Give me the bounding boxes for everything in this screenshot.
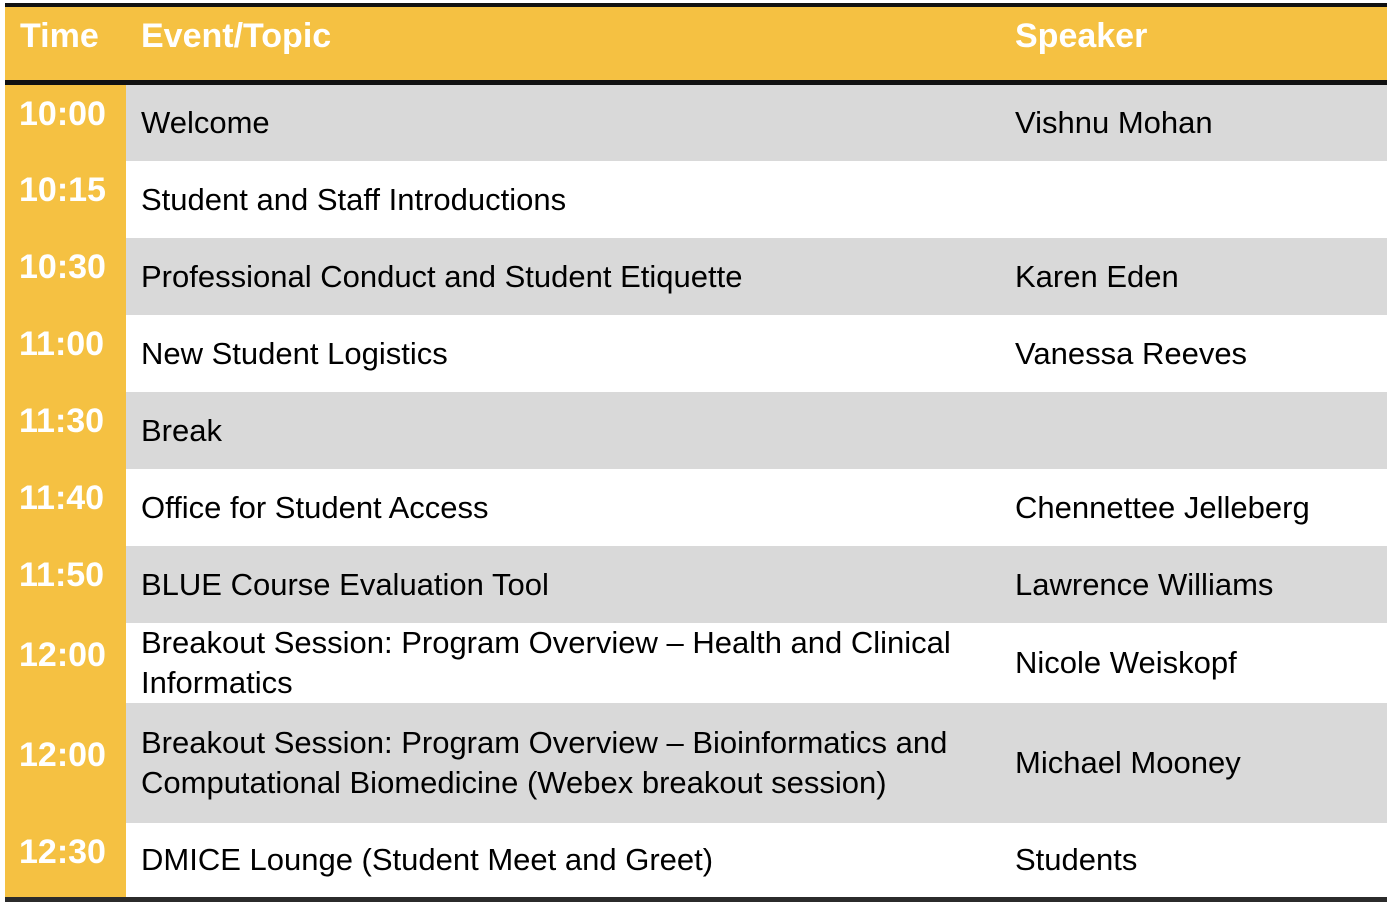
row-speaker <box>1000 161 1387 238</box>
table-row <box>5 161 1387 238</box>
row-topic: Break <box>126 392 1000 469</box>
row-speaker: Lawrence Williams <box>1000 546 1387 623</box>
row-time <box>5 315 126 392</box>
time-label: 10:15 <box>19 171 106 209</box>
row-topic: DMICE Lounge (Student Meet and Greet) <box>126 823 1000 897</box>
row-topic: Breakout Session: Program Overview – Bioinformatics and Computational Biomedicine (Webex breakout session) <box>126 703 1000 823</box>
table-row <box>5 823 1387 897</box>
time-label: 10:00 <box>19 95 106 133</box>
row-time <box>5 392 126 469</box>
time-label: 11:00 <box>19 325 105 363</box>
time-label: 11:30 <box>19 402 105 440</box>
row-time <box>5 161 126 238</box>
row-time <box>5 546 126 623</box>
row-topic: Student and Staff Introductions <box>126 161 1000 238</box>
table-row <box>5 469 1387 546</box>
table-row <box>5 546 1387 623</box>
time-label: 10:30 <box>19 248 106 286</box>
table-header <box>5 7 1387 85</box>
table-row <box>5 85 1387 161</box>
row-topic: BLUE Course Evaluation Tool <box>126 546 1000 623</box>
row-speaker: Vishnu Mohan <box>1000 85 1387 161</box>
header-time: Time <box>20 17 99 55</box>
time-label: 11:40 <box>19 479 105 517</box>
row-speaker: Karen Eden <box>1000 238 1387 315</box>
row-time <box>5 823 126 897</box>
row-speaker: Chennettee Jelleberg <box>1000 469 1387 546</box>
schedule-table <box>5 3 1387 902</box>
row-topic: Office for Student Access <box>126 469 1000 546</box>
header-speaker: Speaker <box>1015 17 1148 55</box>
time-label: 12:30 <box>19 833 106 871</box>
row-time <box>5 623 126 703</box>
row-time <box>5 469 126 546</box>
row-topic: Breakout Session: Program Overview – Health and Clinical Informatics <box>126 623 1000 703</box>
row-speaker: Vanessa Reeves <box>1000 315 1387 392</box>
time-label: 11:50 <box>19 556 105 594</box>
row-speaker: Michael Mooney <box>1000 703 1387 823</box>
row-speaker <box>1000 392 1387 469</box>
table-row <box>5 703 1387 823</box>
table-row <box>5 392 1387 469</box>
row-topic: Professional Conduct and Student Etiquette <box>126 238 1000 315</box>
time-label: 12:00 <box>19 736 106 774</box>
row-speaker: Students <box>1000 823 1387 897</box>
table-row <box>5 315 1387 392</box>
time-label: 12:00 <box>19 636 106 674</box>
row-speaker: Nicole Weiskopf <box>1000 623 1387 703</box>
row-time <box>5 85 126 161</box>
row-time <box>5 703 126 823</box>
header-event-topic: Event/Topic <box>141 17 332 55</box>
table-row <box>5 238 1387 315</box>
row-time <box>5 238 126 315</box>
row-topic: Welcome <box>126 85 1000 161</box>
table-row <box>5 623 1387 703</box>
row-topic: New Student Logistics <box>126 315 1000 392</box>
